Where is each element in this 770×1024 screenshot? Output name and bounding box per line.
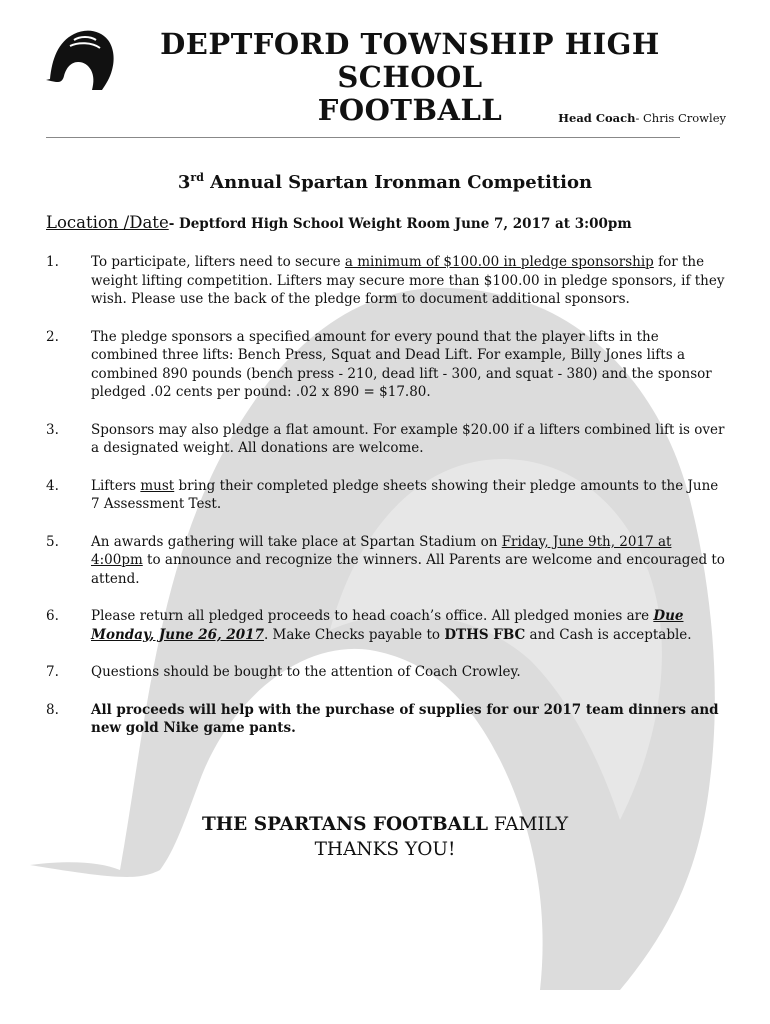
location-date	[46, 213, 632, 232]
location-value: - Deptford High School Weight Room June 7, 2017 at 3:00pm	[168, 216, 632, 232]
location-label: Location /Date	[46, 213, 169, 232]
closing-thanks	[0, 812, 770, 862]
item-number: 4.	[46, 477, 59, 494]
list-item	[46, 328, 726, 402]
coach-label: Head Coach	[558, 111, 636, 125]
item-number: 5.	[46, 533, 59, 550]
list-item	[46, 533, 726, 589]
list-item	[46, 607, 726, 644]
list-item	[46, 421, 726, 458]
thanks-line-2: THANKS YOU!	[314, 839, 456, 860]
item-number: 2.	[46, 328, 59, 345]
spartan-helmet-icon	[44, 24, 116, 94]
item-text: Sponsors may also pledge a flat amount. For example $20.00 if a lifters combined lift is over a designated weight. All donations are welcome.	[91, 421, 725, 456]
item-number: 3.	[46, 421, 59, 438]
competition-heading	[0, 171, 770, 193]
title-line-2: FOOTBALL	[317, 93, 503, 127]
coach-name: - Chris Crowley	[635, 111, 726, 125]
item-text: To participate, lifters need to secure a minimum of $100.00 in pledge sponsorship for the weight lifting competition. Lifters may secure more than $100.00 in pledge sponsors, if they wish. Please use the back of the pledge form to document additional sponsors.	[91, 254, 725, 307]
rules-list	[46, 253, 726, 738]
item-number: 6.	[46, 608, 59, 624]
heading-text: Annual Spartan Ironman Competition	[203, 172, 593, 193]
title-line-1: DEPTFORD TOWNSHIP HIGH SCHOOL	[160, 27, 660, 94]
list-item	[46, 663, 726, 682]
heading-ordinal: 3	[177, 172, 191, 193]
thanks-line-1: THE SPARTANS FOOTBALL FAMILY	[201, 814, 569, 835]
item-text: All proceeds will help with the purchase of supplies for our 2017 team dinners and new gold Nike game pants.	[91, 701, 719, 736]
item-text: Lifters must bring their completed pledge sheets showing their pledge amounts to the June 7 Assessment Test.	[91, 477, 719, 512]
item-text: An awards gathering will take place at Spartan Stadium on Friday, June 9th, 2017 at 4:00pm to announce and recognize the winners. All Parents are welcome and encouraged to attend.	[91, 533, 725, 587]
list-item	[46, 253, 726, 309]
item-number: 7.	[46, 664, 59, 680]
heading-ordinal-suffix: rd	[190, 171, 204, 184]
list-item	[46, 477, 726, 514]
head-coach-line	[558, 111, 726, 125]
item-text: Please return all pledged proceeds to head coach’s office. All pledged monies are Due Monday, June 26, 2017. Make Checks payable to DTHS FBC and Cash is acceptable.	[91, 608, 692, 643]
header-divider	[46, 137, 680, 138]
item-number: 1.	[46, 254, 59, 270]
item-text: Questions should be bought to the attention of Coach Crowley.	[91, 664, 521, 680]
item-number: 8.	[46, 701, 59, 718]
item-text: The pledge sponsors a specified amount for every pound that the player lifts in the combined three lifts: Bench Press, Squat and Dead Lift. For example, Billy Jones lifts a combined 890 pounds (bench press - 210, dead lift - 300, and squat - 380) and the sponsor pledged .02 cents per pound: .02 x 890 = $17.80.	[91, 328, 712, 400]
list-item	[46, 701, 726, 738]
